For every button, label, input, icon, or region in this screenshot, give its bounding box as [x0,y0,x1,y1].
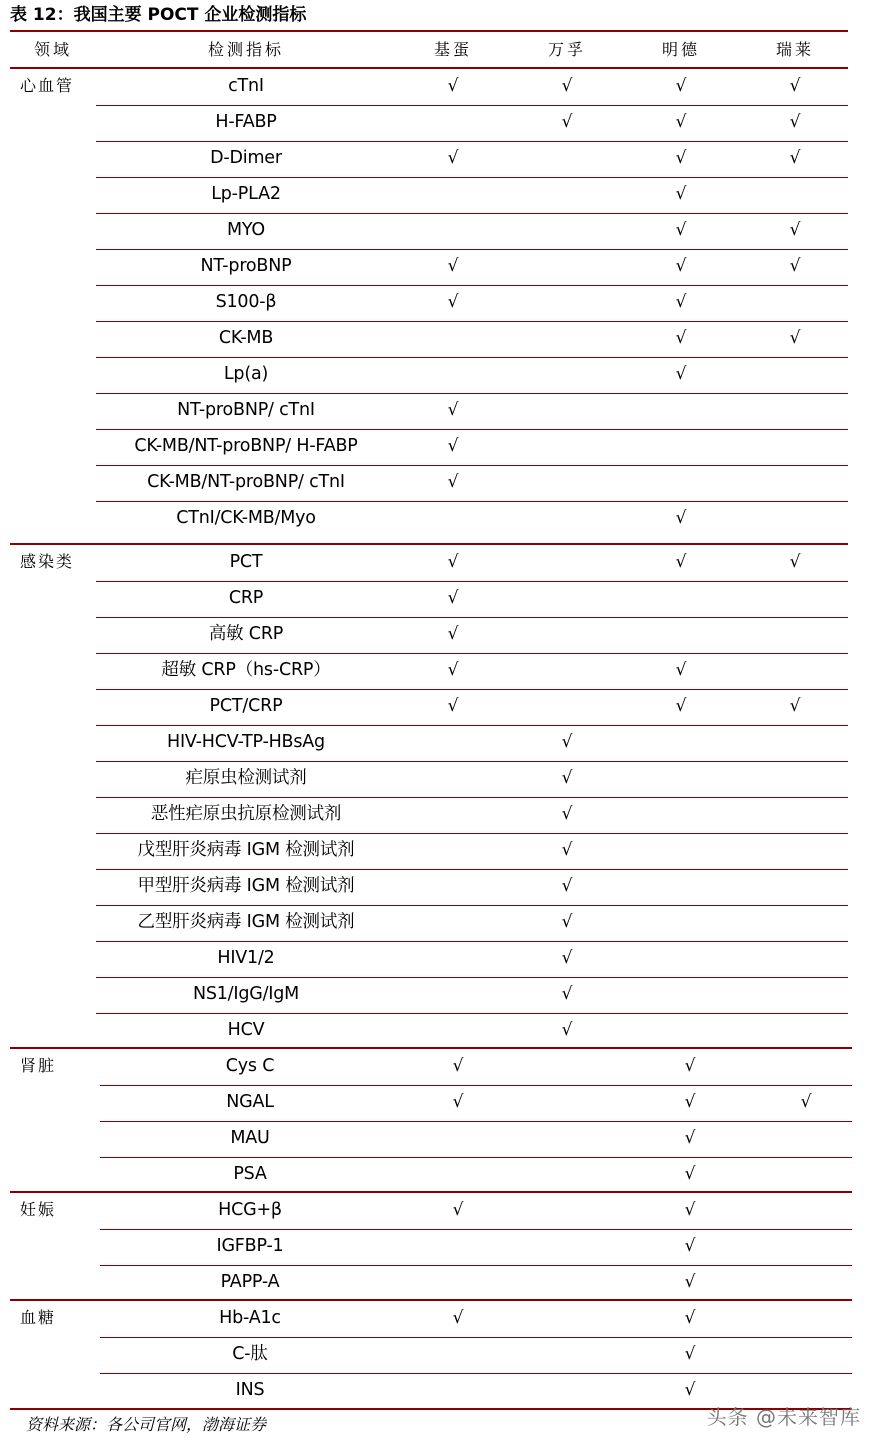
check-cell-company-2: √ [561,984,573,1004]
check-cell-company-1: √ [452,1092,464,1112]
check-cell-company-2 [510,653,624,688]
check-cell-company-4 [738,977,852,1012]
check-cell-company-2 [510,465,624,500]
check-cell-company-3: √ [675,184,687,204]
check-cell-company-3 [624,393,738,428]
check-cell-company-3: √ [684,1128,696,1148]
indicator-cell: CRP [228,588,264,608]
check-cell-company-1 [400,1157,516,1192]
table-row [10,105,848,140]
check-cell-company-1 [396,357,510,392]
check-cell-company-2 [510,285,624,320]
check-cell-company-4 [738,617,852,652]
table-row [10,545,848,580]
check-cell-company-4 [738,653,852,688]
check-cell-company-3: √ [684,1164,696,1184]
check-cell-company-2 [516,1085,632,1120]
check-cell-company-2 [510,581,624,616]
check-cell-company-1 [396,761,510,796]
table-row [10,1193,852,1228]
check-cell-company-3: √ [675,148,687,168]
header-domain: 领域 [33,40,72,59]
check-cell-company-2: √ [561,876,573,896]
domain-label: 血糖 [20,1308,57,1327]
check-cell-company-3: √ [684,1308,696,1328]
table-row [10,213,848,248]
check-cell-company-1 [396,833,510,868]
check-cell-company-1 [400,1121,516,1156]
indicator-cell: HIV-HCV-TP-HBsAg [167,732,325,752]
indicator-cell: CK-MB/NT-proBNP/ H-FABP [134,436,358,456]
check-cell-company-1 [396,869,510,904]
source-note: 资料来源：各公司官网，渤海证券 [26,1415,267,1434]
check-cell-company-3: √ [684,1092,696,1112]
indicator-cell: NS1/IgG/IgM [192,984,300,1004]
check-cell-company-4 [748,1121,864,1156]
check-cell-company-1 [396,213,510,248]
check-cell-company-4 [738,581,852,616]
section [10,67,848,537]
table-row [10,1229,852,1264]
table-row [10,141,848,176]
check-cell-company-3: √ [675,292,687,312]
check-cell-company-3: √ [675,508,687,528]
check-cell-company-2 [516,1121,632,1156]
table-row [10,761,848,796]
check-cell-company-3 [624,761,738,796]
section [10,1299,852,1409]
table-row [10,357,848,392]
check-cell-company-2 [516,1265,632,1300]
check-cell-company-2 [510,617,624,652]
check-cell-company-2 [510,429,624,464]
indicator-cell: 疟原虫检测试剂 [185,768,307,788]
table-row [10,1337,852,1372]
check-cell-company-1 [400,1337,516,1372]
check-cell-company-3: √ [684,1236,696,1256]
header-top-rule [10,30,848,32]
indicator-cell: Hb-A1c [219,1308,281,1328]
indicator-cell: PCT [229,552,263,572]
indicator-cell: HCV [227,1020,265,1040]
check-cell-company-4 [738,869,852,904]
check-cell-company-4 [738,761,852,796]
check-cell-company-3: √ [675,364,687,384]
check-cell-company-2 [510,393,624,428]
table-title: 表 12：我国主要 POCT 企业检测指标 [10,5,307,25]
check-cell-company-2 [516,1337,632,1372]
check-cell-company-3: √ [675,328,687,348]
check-cell-company-4 [748,1049,864,1084]
table-row [10,1085,852,1120]
check-cell-company-4: √ [789,148,801,168]
check-cell-company-3: √ [684,1380,696,1400]
table-row [10,1265,852,1300]
check-cell-company-1: √ [447,292,459,312]
check-cell-company-4 [748,1337,864,1372]
table-row [10,1121,852,1156]
indicator-cell: MYO [226,220,265,240]
check-cell-company-2 [516,1157,632,1192]
table-row [10,1301,852,1336]
indicator-cell: 乙型肝炎病毒 IGM 检测试剂 [137,912,355,932]
table-row [10,689,848,724]
check-cell-company-2: √ [561,1020,573,1040]
check-cell-company-1: √ [447,660,459,680]
header-indicator: 检测指标 [207,40,284,59]
check-cell-company-3: √ [684,1200,696,1220]
check-cell-company-4: √ [800,1092,812,1112]
check-cell-company-3: √ [684,1056,696,1076]
check-cell-company-4 [748,1157,864,1192]
check-cell-company-2 [510,213,624,248]
check-cell-company-4 [738,833,852,868]
domain-label: 心血管 [20,76,75,95]
check-cell-company-4 [738,465,852,500]
table-row [10,393,848,428]
check-cell-company-2 [510,249,624,284]
check-cell-company-1 [400,1265,516,1300]
table-row [10,465,848,500]
domain-label: 肾脏 [20,1056,57,1075]
check-cell-company-2: √ [561,112,573,132]
indicator-cell: CK-MB/NT-proBNP/ cTnI [147,472,345,492]
indicator-cell: Lp-PLA2 [211,184,281,204]
check-cell-company-1: √ [447,256,459,276]
check-cell-company-3: √ [675,660,687,680]
check-cell-company-1: √ [452,1200,464,1220]
indicator-cell: PCT/CRP [209,696,283,716]
check-cell-company-2 [510,321,624,356]
check-cell-company-2 [510,545,624,580]
indicator-cell: CK-MB [218,328,274,348]
indicator-cell: D-Dimer [210,148,282,168]
table-row [10,249,848,284]
check-cell-company-4 [738,393,852,428]
table-row [10,905,848,940]
check-cell-company-1: √ [447,588,459,608]
check-cell-company-3 [624,617,738,652]
check-cell-company-4 [738,941,852,976]
check-cell-company-3: √ [675,552,687,572]
indicator-cell: HIV1/2 [217,948,275,968]
check-cell-company-4 [738,285,852,320]
check-cell-company-2 [516,1301,632,1336]
table-row [10,69,848,104]
table-row [10,869,848,904]
indicator-cell: HCG+β [218,1200,282,1220]
section [10,543,848,1049]
check-cell-company-2: √ [561,948,573,968]
indicator-cell: PAPP-A [220,1272,280,1292]
check-cell-company-3: √ [684,1344,696,1364]
check-cell-company-3 [624,465,738,500]
check-cell-company-4 [738,725,852,760]
indicator-cell: NT-proBNP [200,256,292,276]
check-cell-company-3 [624,581,738,616]
check-cell-company-1: √ [452,1308,464,1328]
header-company-3: 明德 [661,40,700,59]
check-cell-company-2: √ [561,732,573,752]
check-cell-company-1: √ [447,696,459,716]
check-cell-company-3 [624,429,738,464]
check-cell-company-1 [396,1013,510,1048]
check-cell-company-3 [624,1013,738,1048]
check-cell-company-1 [396,905,510,940]
check-cell-company-2 [516,1373,632,1408]
check-cell-company-1 [396,725,510,760]
check-cell-company-1 [396,321,510,356]
check-cell-company-1: √ [447,148,459,168]
header-company-2: 万孚 [547,40,586,59]
indicator-cell: CTnI/CK-MB/Myo [176,508,316,528]
check-cell-company-3 [624,977,738,1012]
indicator-cell: INS [235,1380,265,1400]
check-cell-company-2: √ [561,912,573,932]
table-row [10,177,848,212]
check-cell-company-2: √ [561,76,573,96]
check-cell-company-4 [738,429,852,464]
section [10,1047,852,1193]
indicator-cell: NT-proBNP/ cTnI [177,400,315,420]
check-cell-company-2 [510,357,624,392]
table-row [10,725,848,760]
table-row [10,1157,852,1192]
check-cell-company-1: √ [447,624,459,644]
table-row [10,501,848,536]
check-cell-company-2 [510,501,624,536]
table-row [10,977,848,1012]
table-row [10,285,848,320]
check-cell-company-4: √ [789,112,801,132]
indicator-cell: 高敏 CRP [208,624,284,644]
check-cell-company-1: √ [447,552,459,572]
check-cell-company-2 [516,1193,632,1228]
check-cell-company-1: √ [447,472,459,492]
check-cell-company-3 [624,833,738,868]
check-cell-company-4 [748,1265,864,1300]
check-cell-company-2: √ [561,840,573,860]
check-cell-company-4 [748,1229,864,1264]
check-cell-company-2 [510,177,624,212]
check-cell-company-4 [748,1193,864,1228]
header-company-1: 基蛋 [433,40,472,59]
section [10,1191,852,1301]
check-cell-company-4 [738,905,852,940]
domain-label: 妊娠 [20,1200,57,1219]
check-cell-company-1 [396,797,510,832]
check-cell-company-3 [624,725,738,760]
check-cell-company-3: √ [675,220,687,240]
check-cell-company-3 [624,941,738,976]
check-cell-company-4 [738,1013,852,1048]
check-cell-company-3: √ [675,112,687,132]
check-cell-company-4 [738,177,852,212]
check-cell-company-2 [516,1049,632,1084]
indicator-cell: 甲型肝炎病毒 IGM 检测试剂 [137,876,355,896]
indicator-cell: S100-β [215,292,277,312]
check-cell-company-4 [738,797,852,832]
indicator-cell: Cys C [225,1056,275,1076]
table-row [10,581,848,616]
table-row [10,833,848,868]
check-cell-company-1: √ [447,76,459,96]
check-cell-company-1: √ [447,400,459,420]
check-cell-company-4: √ [789,220,801,240]
check-cell-company-3 [624,905,738,940]
indicator-cell: PSA [233,1164,267,1184]
indicator-cell: H-FABP [215,112,277,132]
check-cell-company-1 [396,105,510,140]
indicator-cell: 超敏 CRP（hs-CRP） [161,660,331,680]
check-cell-company-2: √ [561,804,573,824]
check-cell-company-2: √ [561,768,573,788]
table-row [10,797,848,832]
check-cell-company-3: √ [675,76,687,96]
table-row [10,1013,848,1048]
watermark: 头条 @未来智库 [706,1405,861,1429]
domain-label: 感染类 [20,552,75,571]
check-cell-company-2 [516,1229,632,1264]
table-row [10,617,848,652]
check-cell-company-4 [738,357,852,392]
table-row [10,941,848,976]
check-cell-company-1 [396,941,510,976]
check-cell-company-4: √ [789,256,801,276]
check-cell-company-4: √ [789,328,801,348]
check-cell-company-1 [400,1229,516,1264]
indicator-cell: IGFBP-1 [216,1236,284,1256]
check-cell-company-3 [624,869,738,904]
indicator-cell: 戊型肝炎病毒 IGM 检测试剂 [137,840,355,860]
check-cell-company-4 [748,1301,864,1336]
table-row [10,429,848,464]
table-row [10,1049,852,1084]
check-cell-company-4: √ [789,552,801,572]
check-cell-company-3 [624,797,738,832]
check-cell-company-4: √ [789,76,801,96]
indicator-cell: NGAL [226,1092,274,1112]
indicator-cell: 恶性疟原虫抗原检测试剂 [150,804,342,824]
check-cell-company-1 [396,977,510,1012]
table-row [10,653,848,688]
check-cell-company-3: √ [684,1272,696,1292]
check-cell-company-1: √ [452,1056,464,1076]
check-cell-company-1 [396,177,510,212]
header-company-4: 瑞莱 [775,40,814,59]
check-cell-company-1 [396,501,510,536]
check-cell-company-1 [400,1373,516,1408]
check-cell-company-4 [738,501,852,536]
table-row [10,321,848,356]
check-cell-company-2 [510,141,624,176]
indicator-cell: C-肽 [232,1344,268,1364]
check-cell-company-4: √ [789,696,801,716]
check-cell-company-1: √ [447,436,459,456]
check-cell-company-3: √ [675,696,687,716]
check-cell-company-3: √ [675,256,687,276]
check-cell-company-2 [510,689,624,724]
indicator-cell: cTnI [228,76,264,96]
indicator-cell: MAU [230,1128,270,1148]
indicator-cell: Lp(a) [223,364,269,384]
